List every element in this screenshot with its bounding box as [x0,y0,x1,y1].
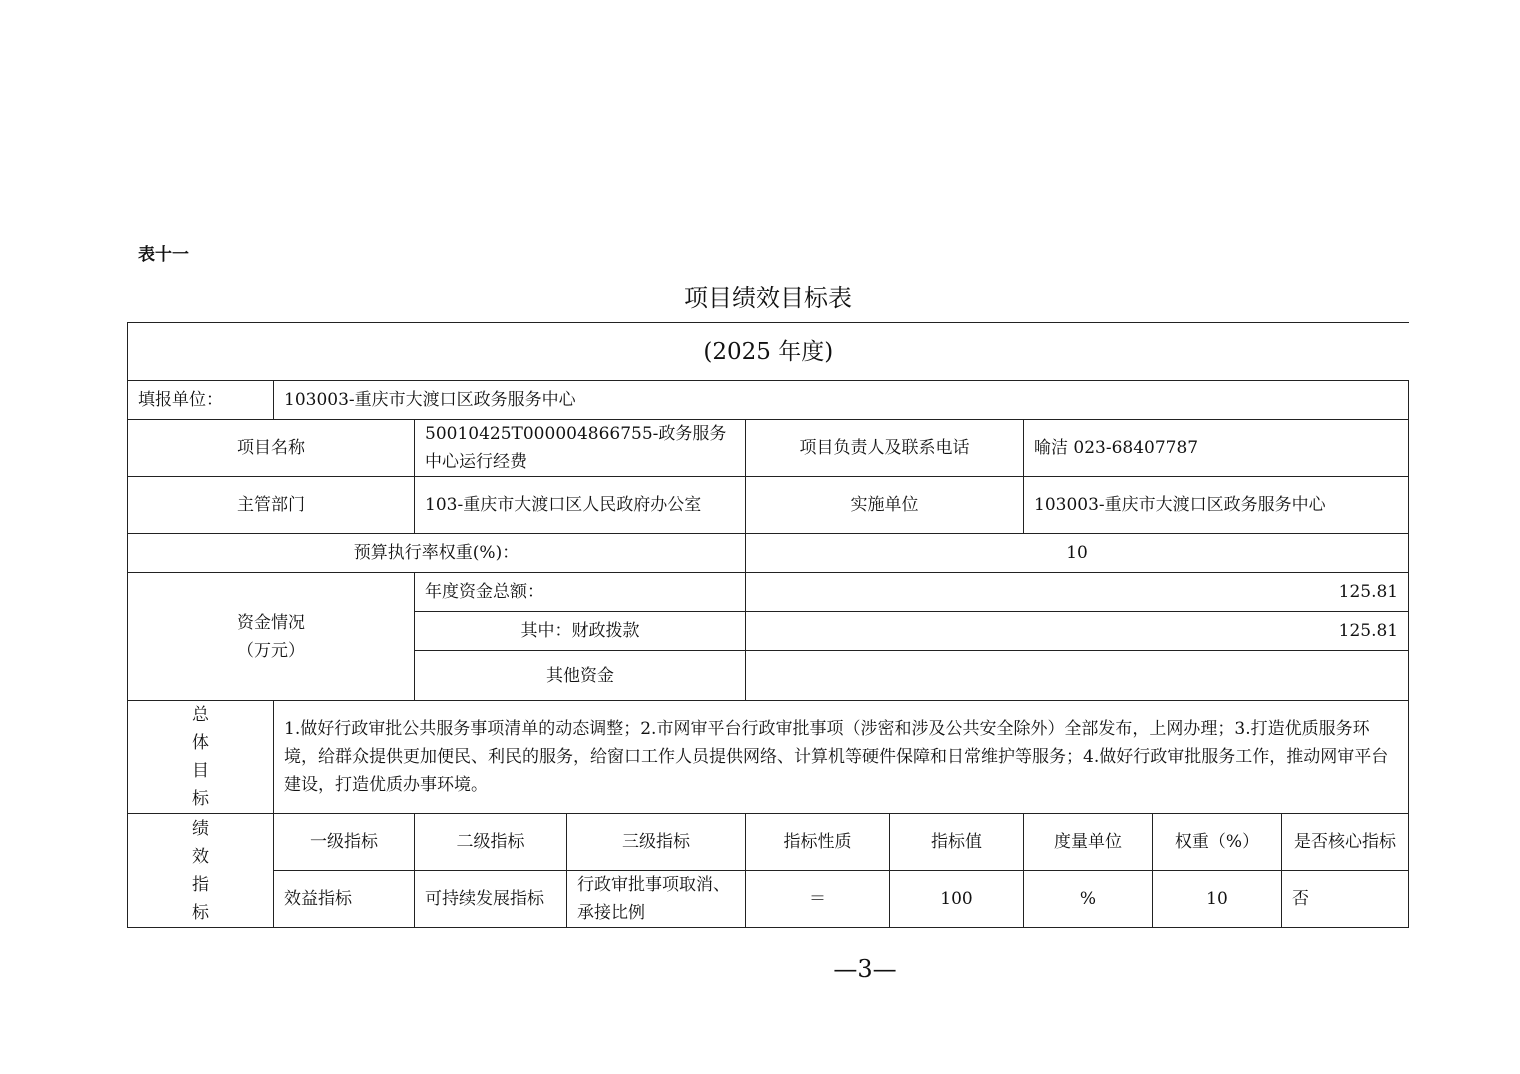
dept-value: 103-重庆市大渡口区人民政府办公室 [415,477,746,534]
column-header: 权重（%） [1153,814,1282,871]
funds-other-value [746,651,1409,701]
funds-fiscal-label: 其中：财政拨款 [415,612,746,651]
unit-label: 填报单位： [128,381,274,420]
overall-goal-label-char: 标 [192,789,209,809]
indicators-label-char: 绩 [192,818,209,839]
indicator-value: 100 [890,871,1024,928]
contact-label: 项目负责人及联系电话 [746,420,1024,477]
funds-fiscal-value: 125.81 [746,612,1409,651]
column-header: 一级指标 [274,814,415,871]
page-number: —3— [833,955,897,983]
funds-label [128,573,415,701]
funds-total-label: 年度资金总额： [415,573,746,612]
column-header: 指标性质 [746,814,890,871]
table-label: 表十一 [138,245,189,265]
column-header: 二级指标 [415,814,567,871]
budget-rate-value: 10 [746,534,1409,573]
indicators-label [128,814,274,928]
indicators-label-char: 指 [192,874,209,895]
fiscal-year: (2025 年度) [128,323,1409,381]
overall-goal-text: 1.做好行政审批公共服务事项清单的动态调整；2.市网审平台行政审批事项（涉密和涉及公共安全除外）全部发布，上网办理；3.打造优质服务环境，给群众提供更加便民、利民的服务，给窗口工作人员提供网络、计算机等硬件保障和日常维护等服务；4.做好行政审批服务工作，推动网审平台建设，打造优质办事环境。 [274,701,1409,814]
column-header: 度量单位 [1024,814,1153,871]
dept-label: 主管部门 [128,477,415,534]
indicator-is-core: 否 [1282,871,1409,928]
project-name-row [128,420,1409,477]
indicator-level2: 可持续发展指标 [415,871,567,928]
department-row [128,477,1409,534]
column-header: 是否核心指标 [1282,814,1409,871]
indicator-unit: % [1024,871,1153,928]
indicators-label-char: 标 [192,902,209,923]
unit-row [128,381,1409,420]
column-header: 三级指标 [567,814,746,871]
table-row [128,871,1409,928]
column-header: 指标值 [890,814,1024,871]
project-name-value: 50010425T000004866755-政务服务中心运行经费 [415,420,746,477]
indicators-label-char: 效 [192,846,209,867]
overall-goal-label [128,701,274,814]
funds-total-row [128,573,1409,612]
project-name-label: 项目名称 [128,420,415,477]
overall-goal-label-char: 目 [192,761,209,781]
performance-goal-table [127,322,1409,928]
impl-unit-value: 103003-重庆市大渡口区政务服务中心 [1024,477,1409,534]
overall-goal-row [128,701,1409,814]
overall-goal-label-char: 体 [192,733,209,753]
unit-value: 103003-重庆市大渡口区政务服务中心 [274,381,1409,420]
contact-value: 喻洁 023-68407787 [1024,420,1409,477]
indicator-level3: 行政审批事项取消、承接比例 [567,871,746,928]
funds-other-label: 其他资金 [415,651,746,701]
budget-rate-row [128,534,1409,573]
indicator-header-row [128,814,1409,871]
year-row [128,323,1409,381]
budget-rate-label: 预算执行率权重(%)： [128,534,746,573]
funds-label-line2: （万元） [237,640,305,661]
indicator-level1: 效益指标 [274,871,415,928]
funds-label-line1: 资金情况 [237,612,305,633]
impl-unit-label: 实施单位 [746,477,1024,534]
indicator-nature: ＝ [746,871,890,928]
overall-goal-label-char: 总 [192,705,209,725]
funds-total-value: 125.81 [746,573,1409,612]
indicator-weight: 10 [1153,871,1282,928]
page-title: 项目绩效目标表 [684,284,852,312]
